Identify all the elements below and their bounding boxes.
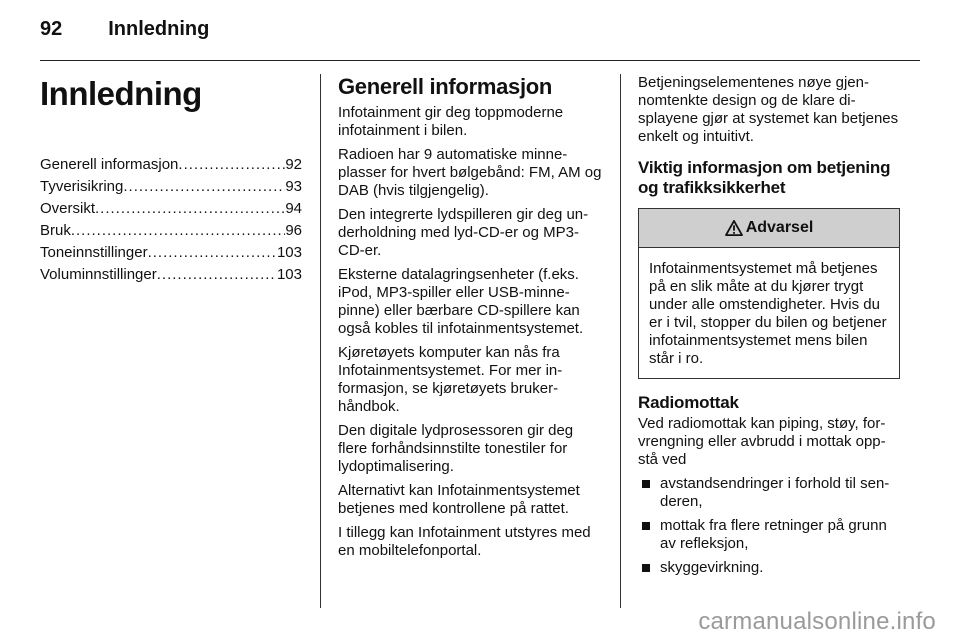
general-paragraph: Den digitale lydprosessoren gir deg flere forhåndsinnstilte tonestiler for lydoptimalisering. — [338, 422, 574, 475]
column-3 — [638, 74, 900, 583]
toc-item[interactable] — [40, 176, 302, 198]
toc-item[interactable] — [40, 242, 302, 264]
general-paragraph: Eksterne datalagringsenheter (f.eks. iPod, MP3-spiller eller USB-minnepinne) eller bærbare CD-spillere kan også kobles til infotainmentsystemet. — [338, 266, 584, 337]
general-paragraph: Alternativt kan Infotainmentsystemet betjenes med kontrollene på rattet. — [338, 482, 580, 517]
column-1 — [40, 74, 302, 286]
toc-item-page: 103 — [276, 244, 302, 261]
toc-leader — [148, 242, 277, 264]
toc-leader — [178, 154, 285, 176]
radio-paragraph: Ved radiomottak kan piping, støy, forvrengning eller avbrudd i mottak oppstå ved — [638, 415, 886, 468]
toc-item-page: 94 — [285, 200, 302, 217]
toc-item-title: Oversikt — [40, 200, 96, 217]
toc-item[interactable] — [40, 198, 302, 220]
column-divider-2 — [620, 74, 621, 608]
general-paragraph: Den integrerte lydspilleren gir deg underholdning med lyd-CD-er og MP3-CD-er. — [338, 206, 589, 259]
toc-item-title: Voluminnstillinger — [40, 266, 157, 283]
table-of-contents — [40, 154, 302, 286]
toc-item[interactable] — [40, 154, 302, 176]
toc-item-page: 92 — [285, 156, 302, 173]
warning-text: Infotainmentsystemet må betjenes på en slik måte at du kjører trygt under alle omstendigheter. Hvis du er i tvil, stopper du bilen og betjener infotainmentsystemet mens bilen står i ro. — [649, 260, 887, 367]
bullet-item: avstandsendringer i forhold til senderen, — [638, 475, 900, 511]
toc-leader — [123, 176, 285, 198]
toc-item[interactable] — [40, 264, 302, 286]
toc-item-page: 96 — [285, 222, 302, 239]
bullet-item: mottak fra flere retninger på grunn av refleksjon, — [638, 517, 900, 553]
radio-reception-heading: Radiomottak — [638, 393, 739, 412]
bullet-list — [638, 475, 900, 577]
page-number: 92 — [40, 18, 63, 40]
page-header — [40, 18, 209, 48]
chapter-title: Innledning — [40, 75, 202, 112]
important-info-heading: Viktig informasjon om betjening og trafikksikkerhet — [638, 158, 891, 197]
toc-item[interactable] — [40, 220, 302, 242]
warning-header — [639, 209, 899, 248]
column-divider-1 — [320, 74, 321, 608]
general-info-heading: Generell informasjon — [338, 74, 553, 99]
general-paragraph: I tillegg kan Infotainment utstyres med en mobiltelefonportal. — [338, 524, 591, 559]
toc-item-title: Toneinnstillinger — [40, 244, 148, 261]
running-section-title: Innledning — [108, 18, 210, 40]
watermark: carmanualsonline.info — [698, 608, 936, 635]
warning-box — [638, 208, 900, 379]
toc-leader — [95, 198, 285, 220]
intro-paragraph: Betjeningselementenes nøye gjennomtenkte design og de klare displayene gjør at systemet kan betjenes enkelt og intuitivt. — [638, 74, 899, 145]
toc-item-title: Tyverisikring — [40, 178, 124, 195]
toc-leader — [71, 220, 285, 242]
toc-item-title: Generell informasjon — [40, 156, 179, 173]
general-paragraph: Infotainment gir deg toppmoderne infotainment i bilen. — [338, 104, 564, 139]
general-paragraph: Radioen har 9 automatiske minneplasser for hvert bølgebånd: FM, AM og DAB (hvis tilgjengelig). — [338, 146, 602, 199]
header-rule — [40, 60, 920, 61]
column-2 — [338, 74, 604, 566]
toc-item-title: Bruk — [40, 222, 71, 239]
toc-item-page: 103 — [276, 266, 302, 283]
general-paragraph: Kjøretøyets komputer kan nås fra Infotainmentsystemet. For mer informasjon, se kjøretøyets brukerhåndbok. — [338, 344, 563, 415]
toc-item-page: 93 — [285, 178, 302, 195]
bullet-item: skyggevirkning. — [638, 559, 900, 577]
warning-triangle-icon — [725, 220, 743, 236]
warning-title: Advarsel — [745, 219, 814, 236]
toc-leader — [157, 264, 277, 286]
